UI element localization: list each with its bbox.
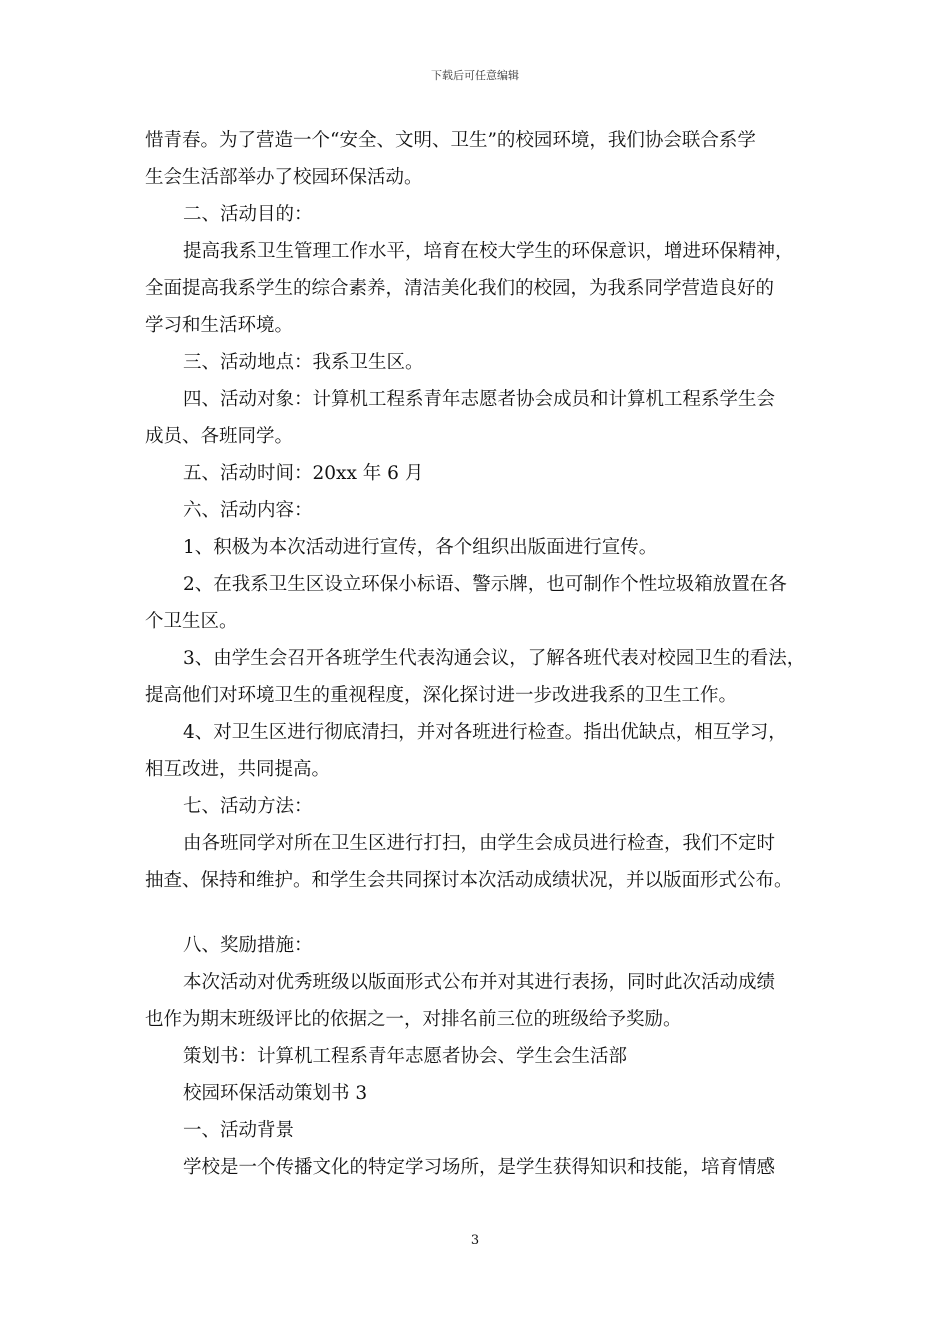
signature-line: 策划书：计算机工程系青年志愿者协会、学生会生活部 (183, 1046, 628, 1067)
list-item: 3、由学生会召开各班学生代表沟通会议，了解各班代表对校园卫生的看法， (183, 648, 806, 669)
section-heading: 一、活动背景 (183, 1120, 295, 1141)
paragraph-line: 全面提高我系学生的综合素养，清洁美化我们的校园，为我系同学营造良好的 (145, 278, 775, 299)
paragraph-line: 学校是一个传播文化的特定学习场所，是学生获得知识和技能，培育情感 (183, 1157, 776, 1178)
paragraph-line: 个卫生区。 (145, 611, 238, 632)
section-heading: 四、活动对象：计算机工程系青年志愿者协会成员和计算机工程系学生会 (183, 389, 776, 410)
paragraph-line: 本次活动对优秀班级以版面形式公布并对其进行表扬，同时此次活动成绩 (183, 972, 776, 993)
paragraph-line: 生会生活部举办了校园环保活动。 (145, 167, 423, 188)
section-heading: 八、奖励措施： (183, 935, 313, 956)
section-heading: 二、活动目的： (183, 204, 313, 225)
page-header: 下载后可任意编辑 (431, 69, 519, 82)
paragraph-gap (145, 899, 825, 927)
list-item: 1、积极为本次活动进行宣传，各个组织出版面进行宣传。 (183, 537, 658, 558)
paragraph-line: 由各班同学对所在卫生区进行打扫，由学生会成员进行检查，我们不定时 (183, 833, 776, 854)
paragraph-line: 学习和生活环境。 (145, 315, 294, 336)
section-heading: 七、活动方法： (183, 796, 313, 817)
paragraph-line: 提高他们对环境卫生的重视程度，深化探讨进一步改进我系的卫生工作。 (145, 685, 738, 706)
page-number: 3 (470, 1233, 480, 1248)
list-item: 4、对卫生区进行彻底清扫，并对各班进行检查。指出优缺点，相互学习， (183, 722, 787, 743)
document-body (145, 122, 825, 1186)
list-item: 2、在我系卫生区设立环保小标语、警示牌，也可制作个性垃圾箱放置在各 (183, 574, 787, 595)
paragraph-line: 相互改进，共同提高。 (145, 759, 331, 780)
paragraph-line: 也作为期末班级评比的依据之一，对排名前三位的班级给予奖励。 (145, 1009, 682, 1030)
paragraph-line: 抽查、保持和维护。和学生会共同探讨本次活动成绩状况，并以版面形式公布。 (145, 870, 793, 891)
paragraph-line: 提高我系卫生管理工作水平，培育在校大学生的环保意识，增进环保精神， (183, 241, 794, 262)
section-heading: 三、活动地点：我系卫生区。 (183, 352, 424, 373)
section-heading: 六、活动内容： (183, 500, 313, 521)
section-heading: 五、活动时间：20xx 年 6 月 (183, 463, 424, 484)
document-subtitle: 校园环保活动策划书 3 (183, 1083, 368, 1104)
paragraph-line: 惜青春。为了营造一个“安全、文明、卫生”的校园环境，我们协会联合系学 (145, 130, 756, 151)
paragraph-line: 成员、各班同学。 (145, 426, 294, 447)
